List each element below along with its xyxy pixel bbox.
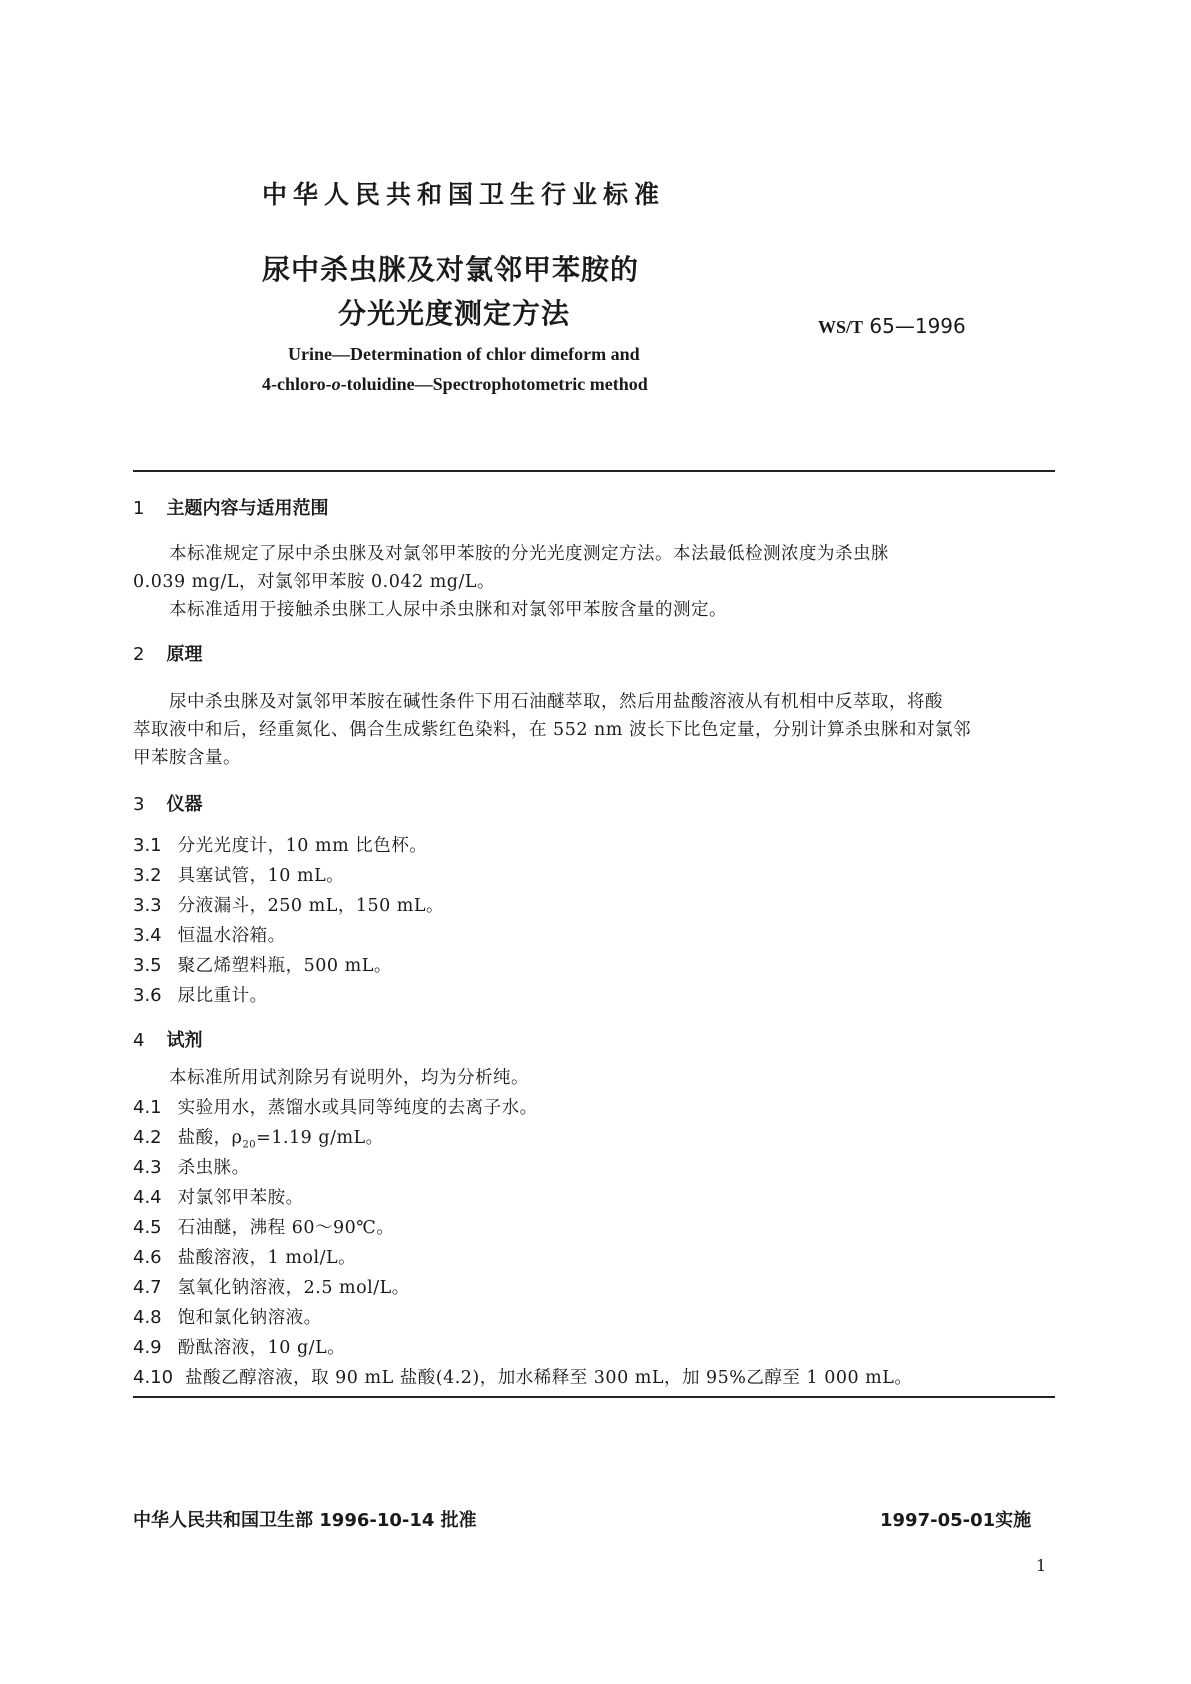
list-item: 4.10 盐酸乙醇溶液，取 90 mL 盐酸(4.2)，加水稀释至 300 mL，加 95%乙醇至 1 000 mL。: [133, 1367, 913, 1388]
section-1-paragraph-2: 本标准适用于接触杀虫脒工人尿中杀虫脒和对氯邻甲苯胺含量的测定。: [169, 600, 727, 620]
list-item: 3.6 尿比重计。: [133, 985, 268, 1006]
list-item: 3.2 具塞试管，10 mL。: [133, 865, 345, 886]
list-item: 3.4 恒温水浴箱。: [133, 925, 286, 946]
section-2-line2: 萃取液中和后，经重氮化、偶合生成紫红色染料，在 552 nm 波长下比色定量，分别计算杀虫脒和对氯邻: [133, 720, 971, 740]
list-item: 3.1 分光光度计，10 mm 比色杯。: [133, 835, 428, 856]
section-1-paragraph-line1: 本标准规定了尿中杀虫脒及对氯邻甲苯胺的分光光度测定方法。本法最低检测浓度为杀虫脒: [169, 544, 889, 564]
section-4-intro: 本标准所用试剂除另有说明外，均为分析纯。: [169, 1068, 529, 1088]
header-divider: [133, 470, 1055, 472]
section-1-heading: 1 主题内容与适用范围: [133, 498, 329, 519]
section-2-heading: 2 原理: [133, 644, 203, 665]
list-item: 4.3 杀虫脒。: [133, 1157, 250, 1178]
list-item: 3.3 分液漏斗，250 mL，150 mL。: [133, 895, 445, 916]
title-en-line2: 4-chloro-o-toluidine—Spectrophotometric method: [262, 374, 648, 394]
list-item: 4.6 盐酸溶液，1 mol/L。: [133, 1247, 357, 1268]
list-item: 3.5 聚乙烯塑料瓶，500 mL。: [133, 955, 392, 976]
standard-category-heading: 中华人民共和国卫生行业标准: [262, 180, 666, 209]
section-4-heading: 4 试剂: [133, 1030, 203, 1051]
title-cn-line1: 尿中杀虫脒及对氯邻甲苯胺的: [262, 253, 640, 286]
approval-date: 中华人民共和国卫生部 1996-10-14 批准: [133, 1510, 477, 1531]
section-2-line3: 甲苯胺含量。: [133, 748, 241, 768]
list-item: 4.7 氢氧化钠溶液，2.5 mol/L。: [133, 1277, 410, 1298]
page-number: 1: [1036, 1556, 1047, 1575]
section-2-line1: 尿中杀虫脒及对氯邻甲苯胺在碱性条件下用石油醚萃取，然后用盐酸溶液从有机相中反萃取，将酸: [169, 692, 943, 712]
list-item: 4.1 实验用水，蒸馏水或具同等纯度的去离子水。: [133, 1097, 538, 1118]
title-en-line1: Urine—Determination of chlor dimeform and: [288, 344, 640, 364]
list-item: 4.9 酚酞溶液，10 g/L。: [133, 1337, 346, 1358]
standard-code: [818, 314, 966, 338]
title-cn-line2: 分光光度测定方法: [338, 297, 571, 330]
list-item: 4.4 对氯邻甲苯胺。: [133, 1187, 304, 1208]
implementation-date: 1997-05-01实施: [880, 1510, 1032, 1531]
list-item: 4.5 石油醚，沸程 60～90℃。: [133, 1217, 395, 1238]
list-item: 4.8 饱和氯化钠溶液。: [133, 1307, 322, 1328]
footer-divider: [133, 1396, 1055, 1398]
section-3-heading: 3 仪器: [133, 794, 203, 815]
standard-code-number: 65—1996: [869, 314, 966, 338]
list-item: 4.2 盐酸，$\rho_{20}=1.19$ g/mL。: [133, 1127, 384, 1151]
standard-code-prefix: WS/T: [818, 317, 864, 337]
section-1-paragraph-line2: 0.039 mg/L，对氯邻甲苯胺 0.042 mg/L。: [133, 572, 496, 592]
